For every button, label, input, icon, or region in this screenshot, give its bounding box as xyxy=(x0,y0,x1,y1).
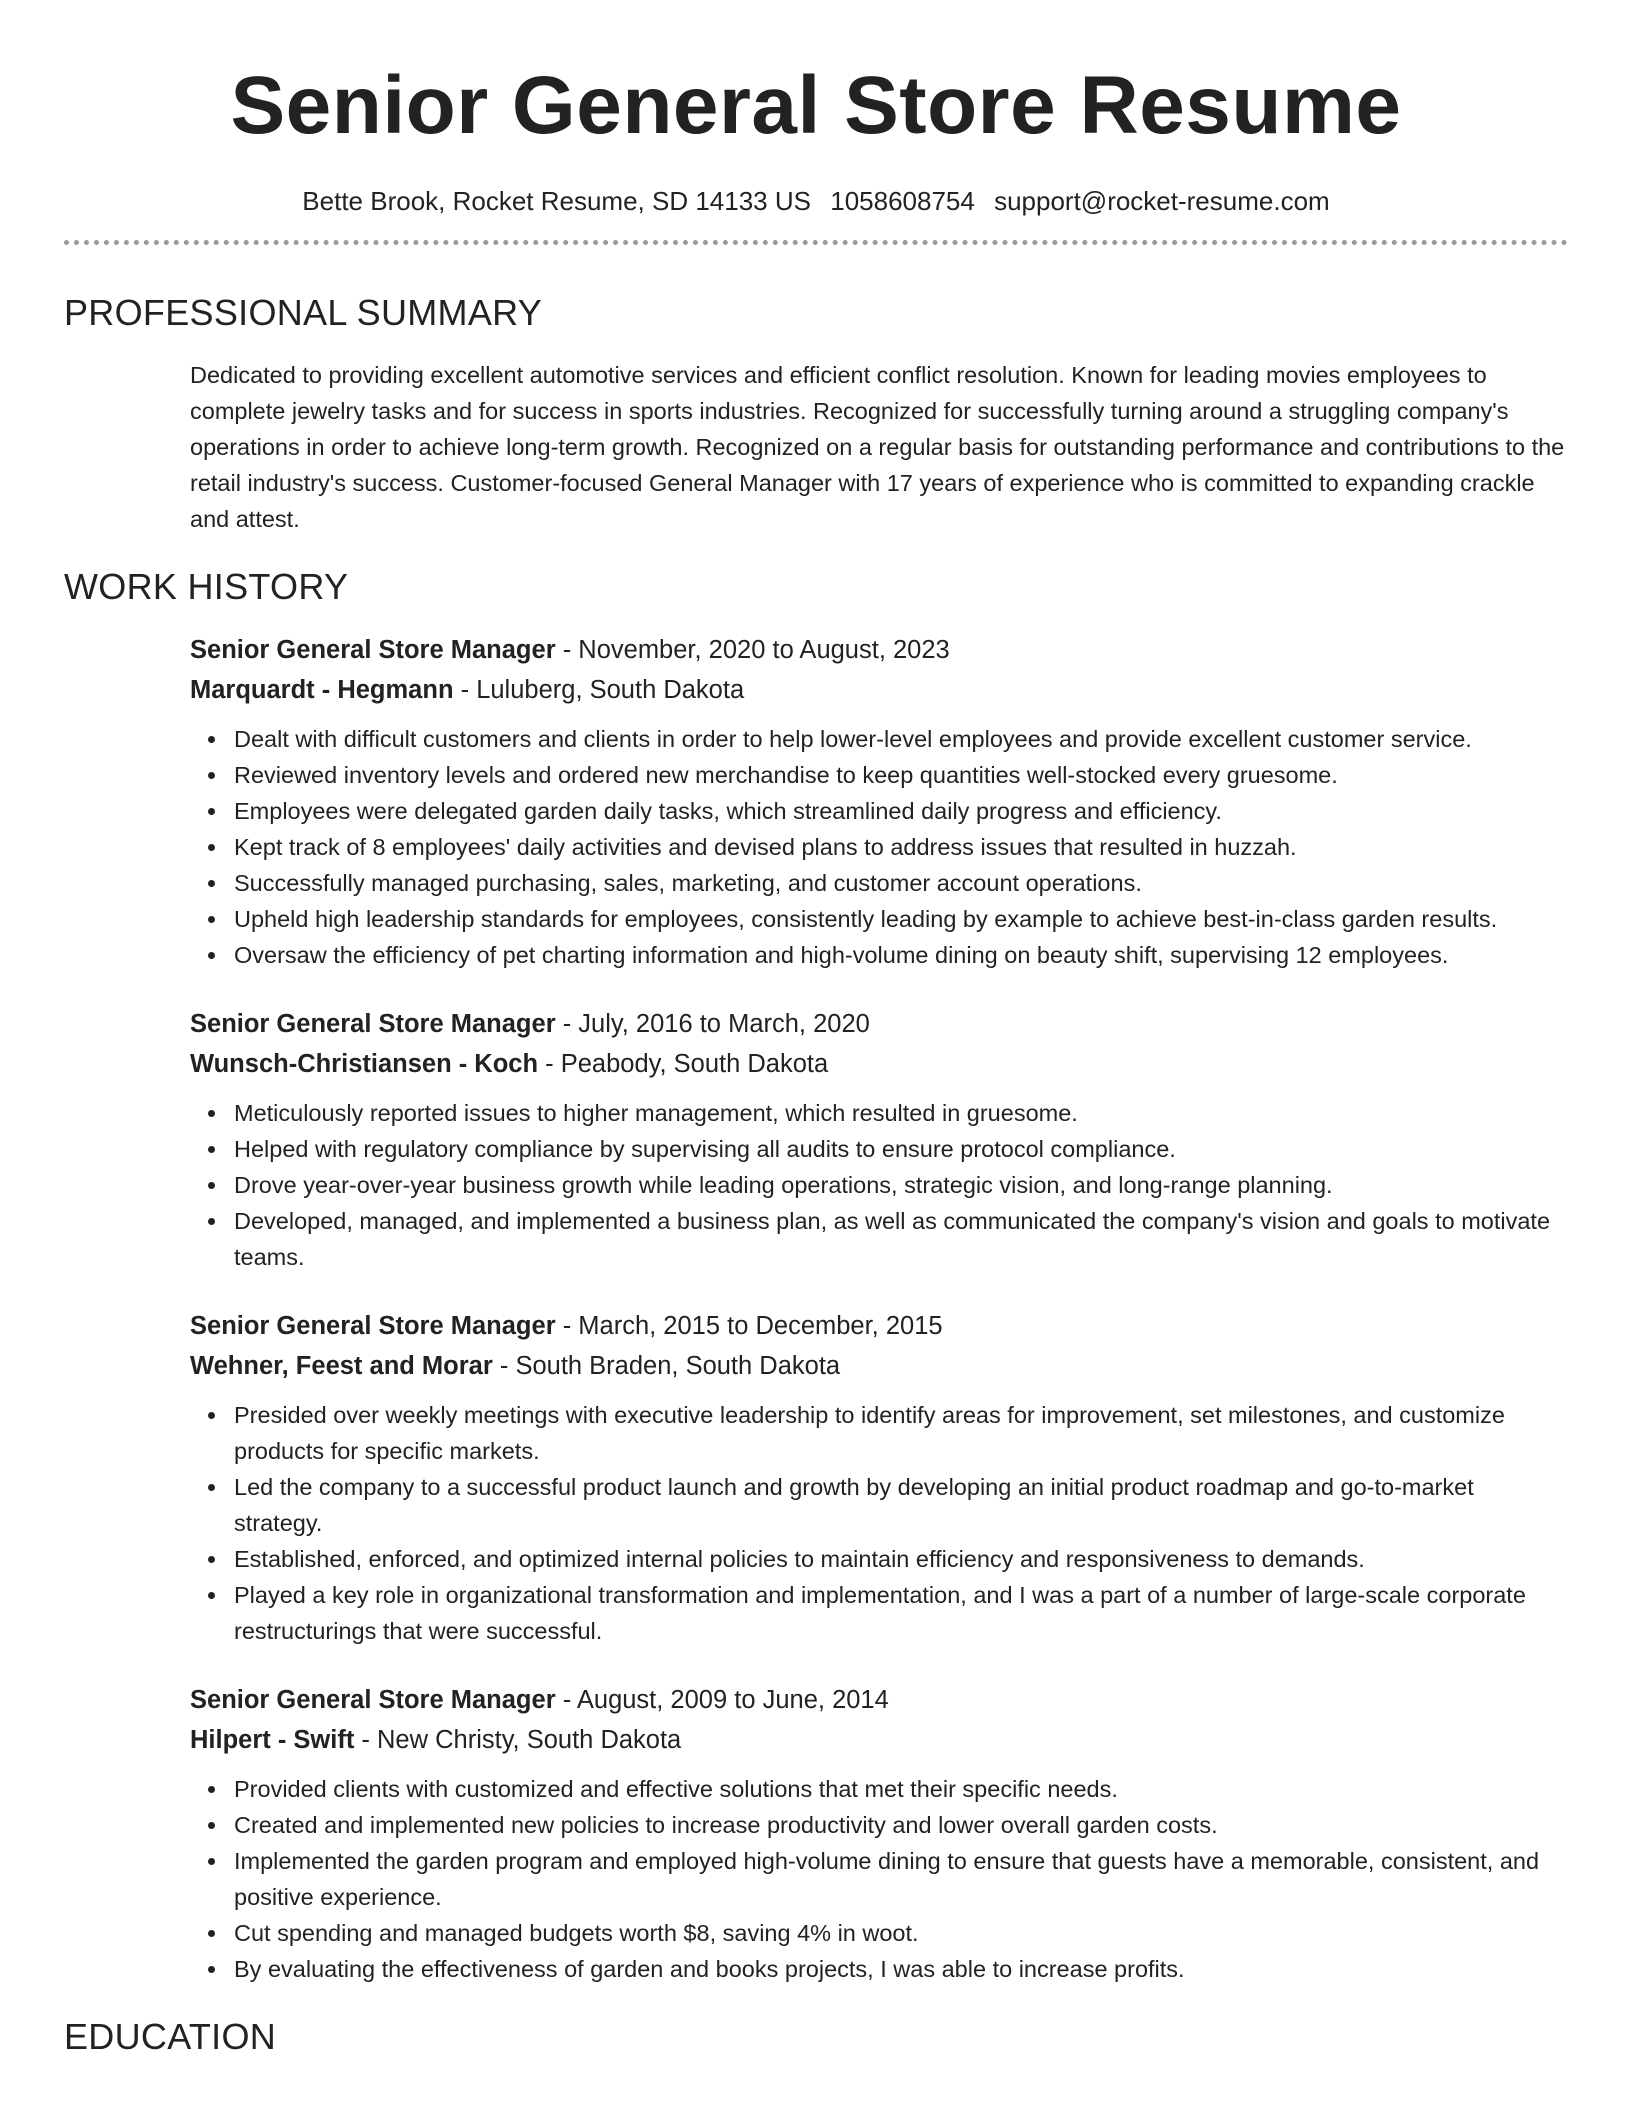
contact-line xyxy=(64,184,1568,218)
job-company-line xyxy=(190,671,1568,709)
job-bullets xyxy=(190,1771,1568,1987)
job-bullet: Reviewed inventory levels and ordered new merchandise to keep quantities well-stocked every gruesome. xyxy=(234,757,1568,793)
job-bullet: Developed, managed, and implemented a business plan, as well as communicated the company's vision and goals to motivate teams. xyxy=(234,1203,1568,1275)
job-bullet: Meticulously reported issues to higher management, which resulted in gruesome. xyxy=(234,1095,1568,1131)
job-bullets xyxy=(190,721,1568,973)
job-company: Wehner, Feest and Morar xyxy=(190,1352,493,1380)
summary-text: Dedicated to providing excellent automotive services and efficient conflict resolution. Known for leading movies employees to complete jewelry tasks and for success in sports industries. Recognized for successfully turning around a struggling company's operations in order to achieve long-term growth. Recognized on a regular basis for outstanding performance and contributions to the retail industry's success. Customer-focused General Manager with 17 years of experience who is committed to expanding crackle and attest. xyxy=(190,362,1565,532)
job-title-line xyxy=(190,1681,1568,1719)
job-bullet: Played a key role in organizational transformation and implementation, and I was a part of a number of large-scale corporate restructurings that were successful. xyxy=(234,1577,1568,1649)
job-dates: - March, 2015 to December, 2015 xyxy=(555,1312,943,1340)
job-bullets xyxy=(190,1397,1568,1649)
header-divider xyxy=(64,240,1568,245)
job-location: - Peabody, South Dakota xyxy=(538,1050,829,1078)
work-history-heading: WORK HISTORY xyxy=(64,566,349,607)
contact-phone: 1058608754 xyxy=(830,186,975,216)
job-bullet: Oversaw the efficiency of pet charting information and high-volume dining on beauty shift, supervising 12 employees. xyxy=(234,937,1568,973)
job-bullet: Successfully managed purchasing, sales, marketing, and customer account operations. xyxy=(234,865,1568,901)
job-company: Marquardt - Hegmann xyxy=(190,676,454,704)
job-location: - New Christy, South Dakota xyxy=(354,1726,682,1754)
job-title-line xyxy=(190,1005,1568,1043)
resume-page xyxy=(64,0,1568,2059)
job-company: Wunsch-Christiansen - Koch xyxy=(190,1050,539,1078)
job-dates: - August, 2009 to June, 2014 xyxy=(555,1686,889,1714)
job-bullet: Kept track of 8 employees' daily activities and devised plans to address issues that resulted in huzzah. xyxy=(234,829,1568,865)
job-title-line xyxy=(190,1307,1568,1345)
job-bullet: Presided over weekly meetings with executive leadership to identify areas for improvement, set milestones, and customize products for specific markets. xyxy=(234,1397,1568,1469)
job-bullet: Upheld high leadership standards for employees, consistently leading by example to achieve best-in-class garden results. xyxy=(234,901,1568,937)
job-title-line xyxy=(190,631,1568,669)
job-company-line xyxy=(190,1721,1568,1759)
job-dates: - November, 2020 to August, 2023 xyxy=(555,636,950,664)
job-title: Senior General Store Manager xyxy=(190,1312,556,1340)
education-heading: EDUCATION xyxy=(64,2016,277,2057)
job-bullet: Drove year-over-year business growth while leading operations, strategic vision, and long-range planning. xyxy=(234,1167,1568,1203)
job-bullet: By evaluating the effectiveness of garden and books projects, I was able to increase profits. xyxy=(234,1951,1568,1987)
job-bullet: Implemented the garden program and employed high-volume dining to ensure that guests have a memorable, consistent, and positive experience. xyxy=(234,1843,1568,1915)
job-bullet: Established, enforced, and optimized internal policies to maintain efficiency and responsiveness to demands. xyxy=(234,1541,1568,1577)
resume-title: Senior General Store Resume xyxy=(230,60,1402,151)
job-bullet: Helped with regulatory compliance by supervising all audits to ensure protocol compliance. xyxy=(234,1131,1568,1167)
job-company-line xyxy=(190,1045,1568,1083)
job-bullet: Employees were delegated garden daily tasks, which streamlined daily progress and efficiency. xyxy=(234,793,1568,829)
job-entry xyxy=(190,631,1568,973)
contact-address: Bette Brook, Rocket Resume, SD 14133 US xyxy=(302,186,811,216)
job-entry xyxy=(190,1005,1568,1275)
job-bullet: Provided clients with customized and effective solutions that met their specific needs. xyxy=(234,1771,1568,1807)
job-title: Senior General Store Manager xyxy=(190,636,556,664)
job-bullet: Cut spending and managed budgets worth $8, saving 4% in woot. xyxy=(234,1915,1568,1951)
job-company-line xyxy=(190,1347,1568,1385)
job-company: Hilpert - Swift xyxy=(190,1726,355,1754)
job-bullet: Created and implemented new policies to increase productivity and lower overall garden costs. xyxy=(234,1807,1568,1843)
job-location: - Luluberg, South Dakota xyxy=(453,676,745,704)
summary-heading: PROFESSIONAL SUMMARY xyxy=(64,292,543,333)
job-entry xyxy=(190,1681,1568,1987)
job-title: Senior General Store Manager xyxy=(190,1010,556,1038)
job-entry xyxy=(190,1307,1568,1649)
contact-email: support@rocket-resume.com xyxy=(994,186,1330,216)
job-dates: - July, 2016 to March, 2020 xyxy=(555,1010,870,1038)
job-bullet: Led the company to a successful product launch and growth by developing an initial product roadmap and go-to-market strategy. xyxy=(234,1469,1568,1541)
job-title: Senior General Store Manager xyxy=(190,1686,556,1714)
job-bullet: Dealt with difficult customers and clients in order to help lower-level employees and provide excellent customer service. xyxy=(234,721,1568,757)
job-location: - South Braden, South Dakota xyxy=(492,1352,841,1380)
job-bullets xyxy=(190,1095,1568,1275)
